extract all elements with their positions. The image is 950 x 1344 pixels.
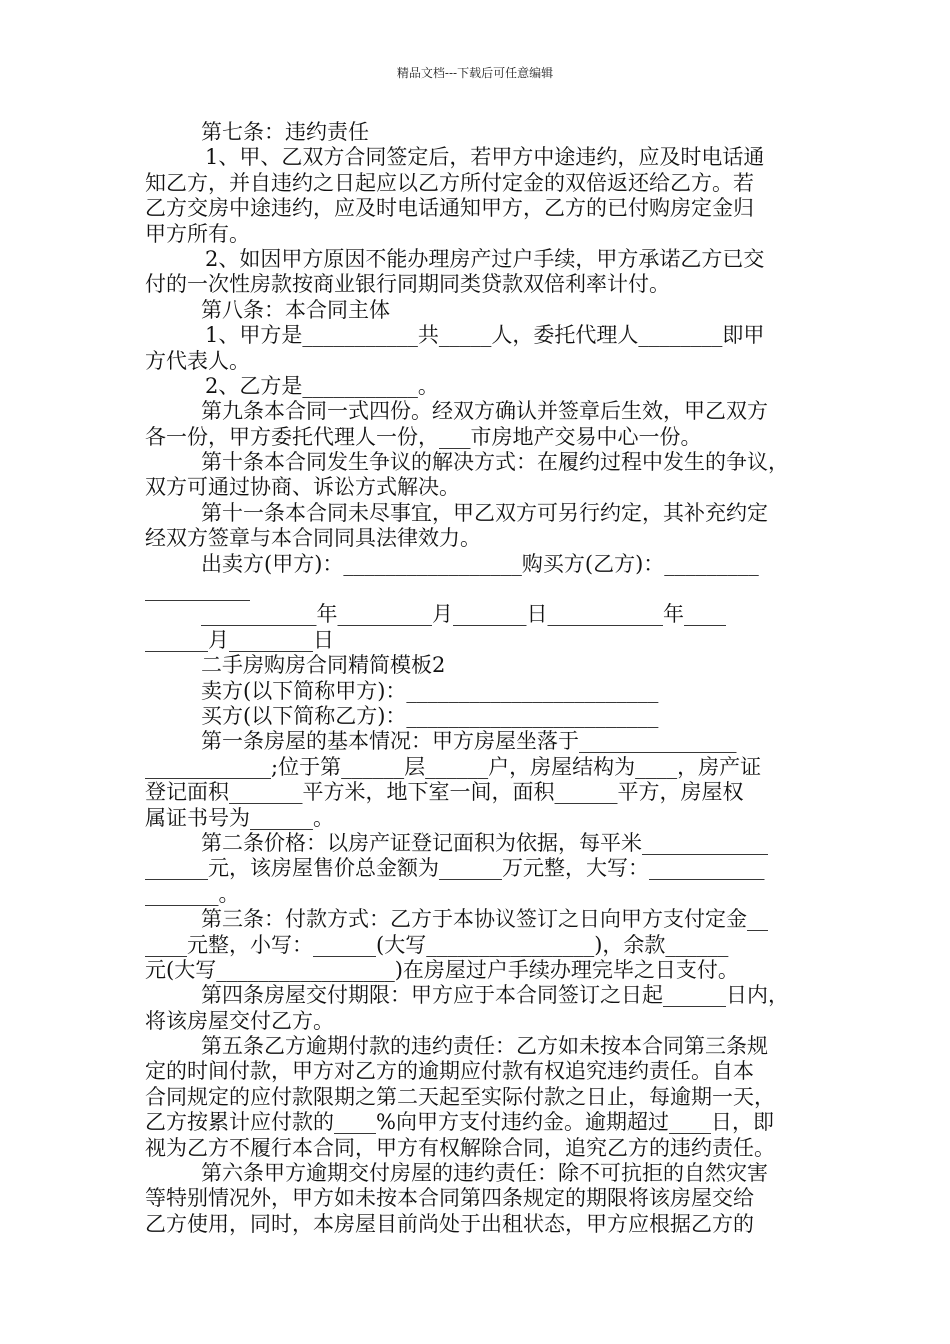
text-line: 知乙方，并自违约之日起应以乙方所付定金的双倍返还给乙方。若	[145, 170, 754, 195]
text-line: _______。	[145, 881, 240, 906]
text-line: 等特别情况外，甲方如未按本合同第四条规定的期限将该房屋交给	[145, 1186, 754, 1211]
text-line: 登记面积_______平方米，地下室一间，面积______平方，房屋权	[145, 780, 744, 805]
text-line: 第三条：付款方式：乙方于本协议签订之日向甲方支付定金__	[201, 907, 768, 932]
text-line: 第二条价格：以房产证登记面积为依据，每平米____________	[201, 830, 768, 855]
text-line: 2、如因甲方原因不能办理房产过户手续，甲方承诺乙方已交	[205, 246, 765, 271]
text-line: 第五条乙方逾期付款的违约责任：乙方如未按本合同第三条规	[201, 1034, 768, 1059]
text-line: ____________;位于第______层______户，房屋结构为____，房产证	[145, 754, 762, 779]
text-line: 第十一条本合同未尽事宜，甲乙双方可另行约定，其补充约定	[201, 500, 768, 525]
text-line: 第九条本合同一式四份。经双方确认并签章后生效，甲乙双方	[201, 399, 768, 424]
text-line: 1、甲、乙双方合同签定后，若甲方中途违约，应及时电话通	[205, 145, 765, 170]
text-line: 甲方所有。	[145, 221, 250, 246]
text-line: 各一份，甲方委托代理人一份，___市房地产交易中心一份。	[145, 424, 702, 449]
text-line: 付的一次性房款按商业银行同期同类贷款双倍利率计付。	[145, 272, 670, 297]
text-line: 第四条房屋交付期限：甲方应于本合同签订之日起______日内，	[201, 983, 789, 1008]
text-line: 第七条：违约责任	[201, 120, 369, 144]
text-line: 第八条：本合同主体	[201, 297, 390, 322]
text-line: 乙方使用，同时，本房屋目前尚处于出租状态，甲方应根据乙方的	[145, 1211, 754, 1236]
text-line: __________	[145, 577, 250, 602]
text-line: 经双方签章与本合同同具法律效力。	[145, 526, 481, 551]
text-line: ______元，该房屋售价总金额为______万元整，大写：___________	[145, 856, 765, 881]
text-line: 方代表人。	[145, 348, 250, 373]
text-line: 二手房购房合同精简模板2	[201, 653, 446, 678]
text-line: 买方(以下简称乙方)：________________________	[201, 703, 659, 728]
document-body	[145, 120, 809, 1237]
text-line: 卖方(以下简称甲方)：________________________	[201, 678, 659, 703]
text-line: 出卖方(甲方)：_________________购买方(乙方)：_________	[201, 551, 759, 576]
text-line: 乙方交房中途违约，应及时电话通知甲方，乙方的已付购房定金归	[145, 196, 754, 221]
text-line: 乙方按累计应付款的____%向甲方支付违约金。逾期超过____日，即	[145, 1110, 774, 1135]
text-line: 合同规定的应付款限期之第二天起至实际付款之日止，每逾期一天，	[145, 1084, 775, 1109]
text-line: 视为乙方不履行本合同，甲方有权解除合同，追究乙方的违约责任。	[145, 1135, 775, 1160]
text-line: 元(大写_________________)在房屋过户手续办理完毕之日支付。	[145, 957, 739, 982]
text-line: 定的时间付款，甲方对乙方的逾期应付款有权追究违约责任。自本	[145, 1059, 754, 1084]
text-line: 将该房屋交付乙方。	[145, 1008, 334, 1033]
text-line: ___________年_________月_______日___________年____	[201, 602, 726, 627]
text-line: ______月________日	[145, 627, 334, 652]
text-line: 双方可通过协商、诉讼方式解决。	[145, 475, 460, 500]
text-line: ____元整，小写：______(大写________________)，余款______	[145, 932, 729, 957]
text-line: 第六条甲方逾期交付房屋的违约责任：除不可抗拒的自然灾害	[201, 1161, 768, 1186]
text-line: 第一条房屋的基本情况：甲方房屋坐落于_______________	[201, 729, 737, 754]
text-line: 1、甲方是___________共_____人，委托代理人________即甲	[205, 323, 765, 348]
text-line: 属证书号为______。	[145, 805, 334, 830]
text-line: 2、乙方是___________。	[205, 373, 439, 398]
text-line: 第十条本合同发生争议的解决方式：在履约过程中发生的争议，	[201, 450, 789, 475]
page-header: 精品文档---下载后可任意编辑	[396, 66, 554, 80]
